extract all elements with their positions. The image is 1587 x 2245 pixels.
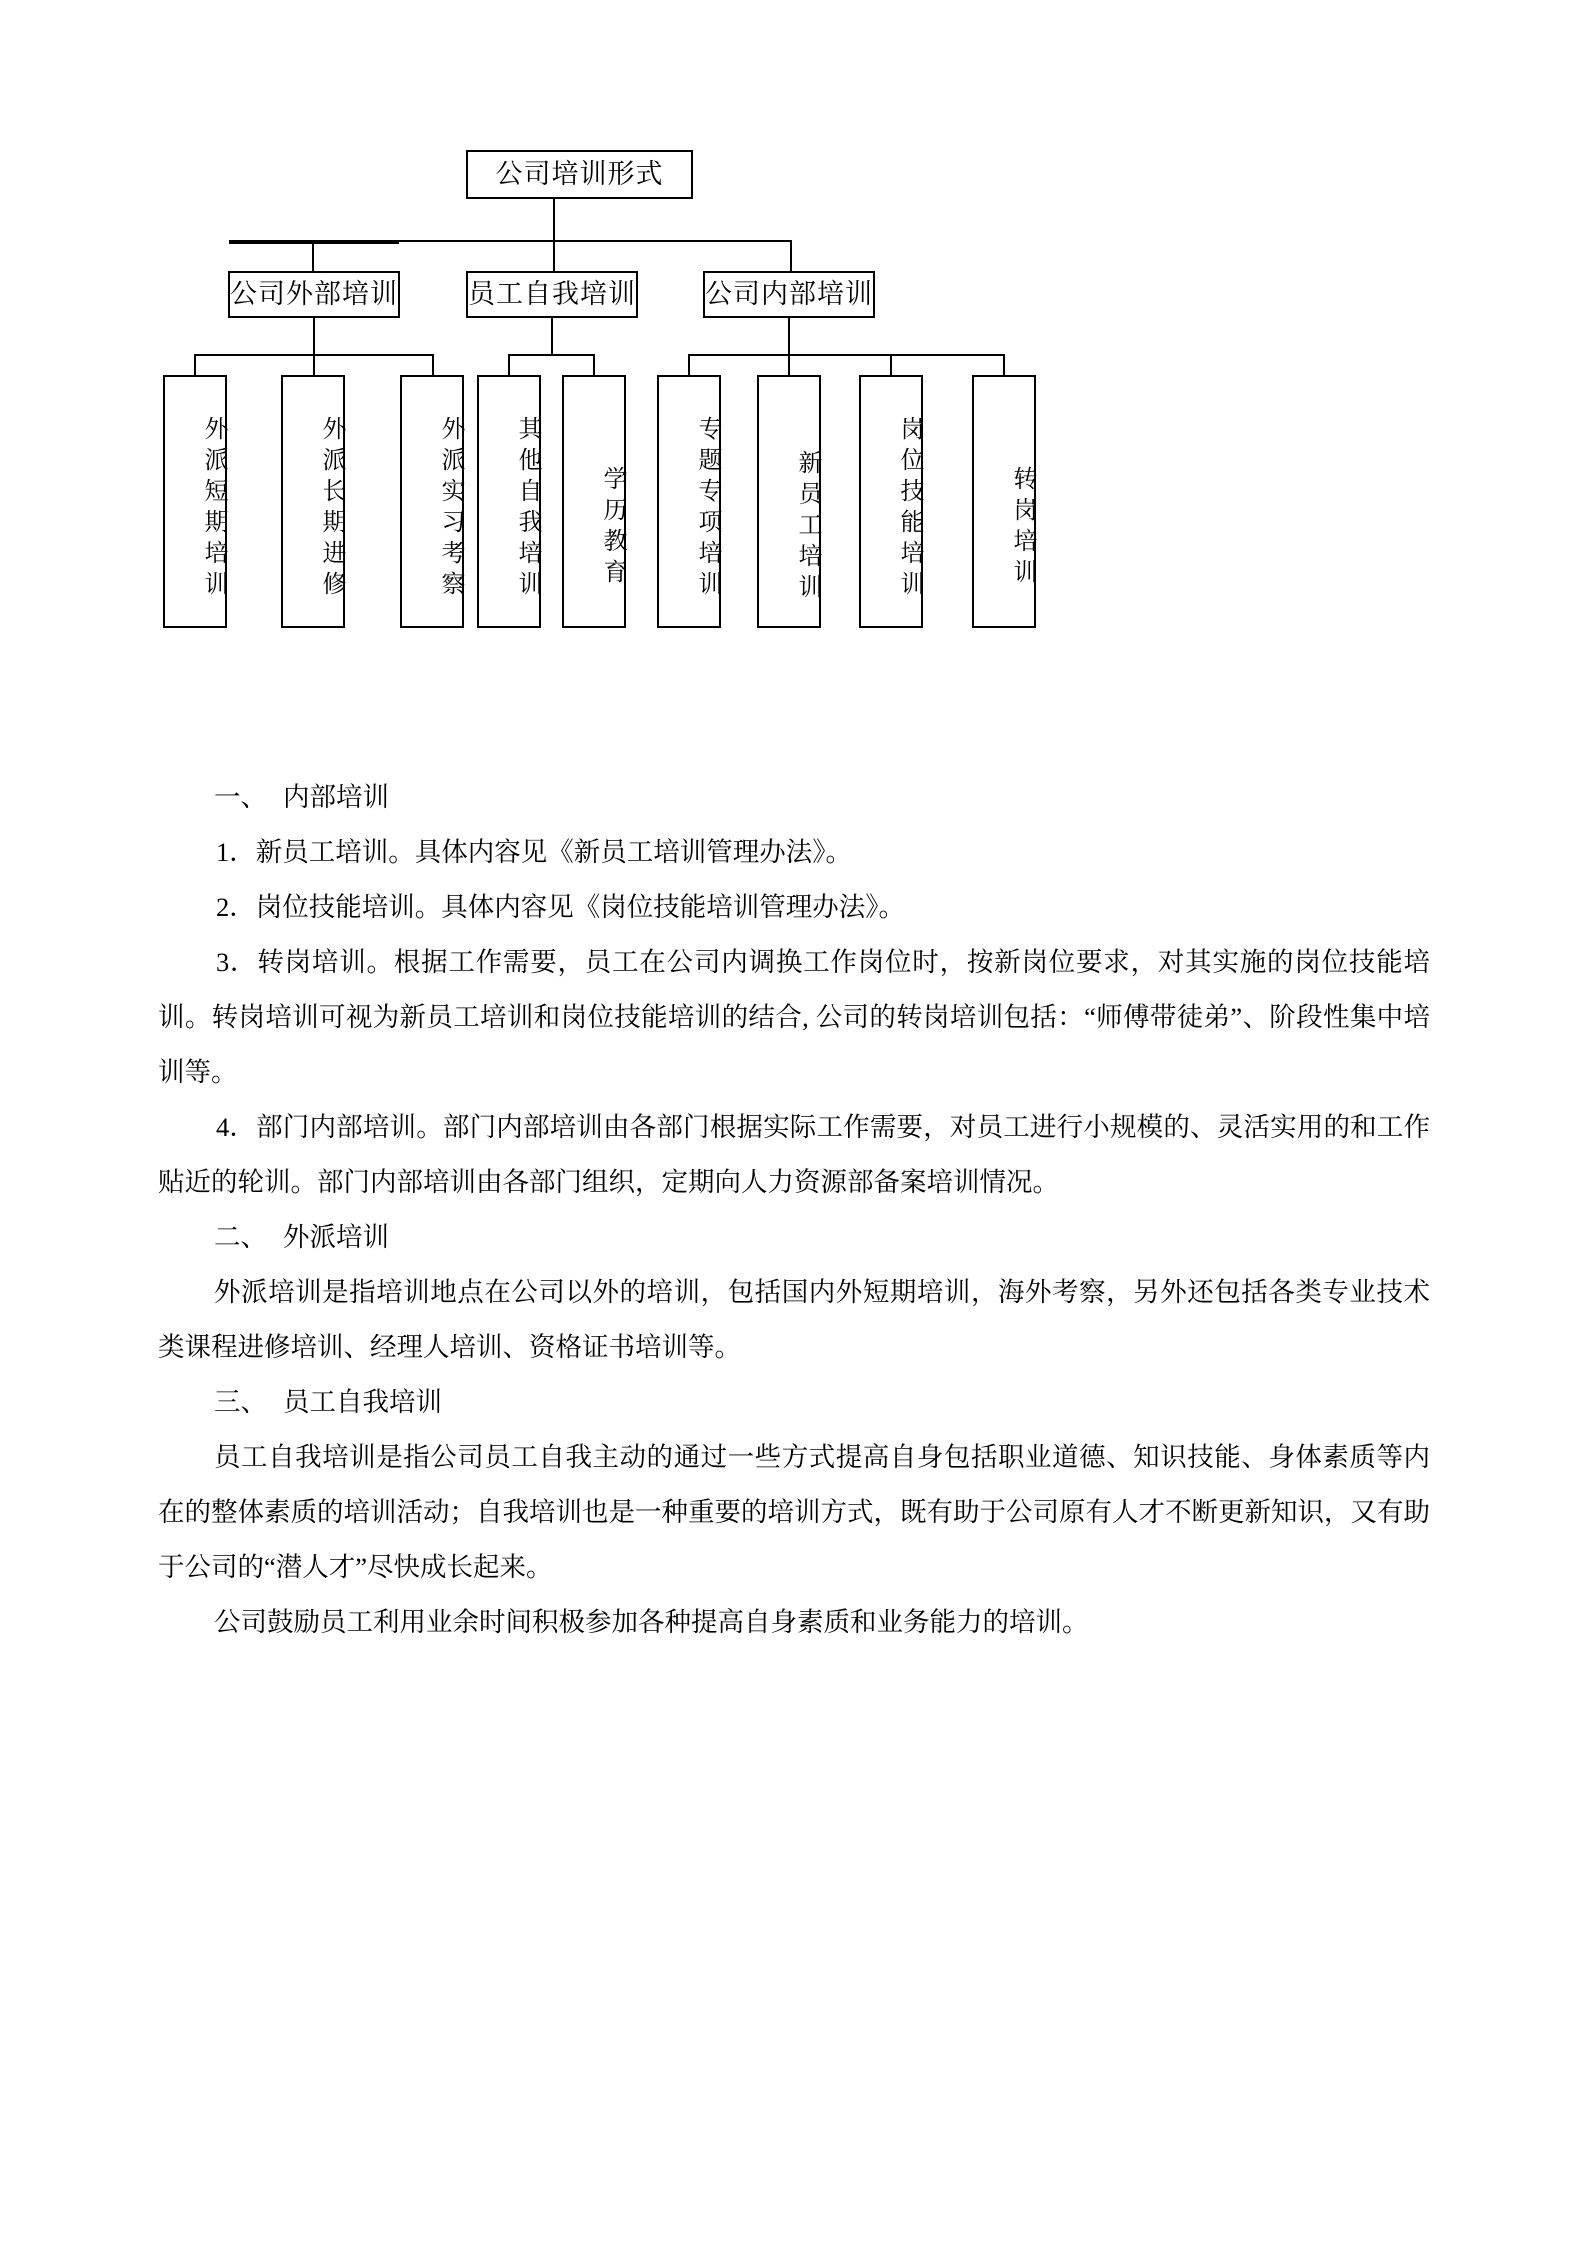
connector-g1-drop-3	[432, 354, 434, 375]
document-body	[158, 770, 1430, 1650]
connector-g3-drop-3	[890, 354, 892, 375]
section-1-heading	[158, 770, 1430, 825]
section-2-heading	[158, 1210, 1430, 1265]
diagram-leaf-2	[400, 375, 464, 628]
connector-g2-stem	[551, 318, 553, 356]
diagram-leaf-1-label: 外派长期进修	[318, 415, 344, 602]
connector-level2-drop-1	[312, 240, 314, 271]
section-3-paragraph-2: 公司鼓励员工利用业余时间积极参加各种提高自身素质和业务能力的培训。	[214, 1607, 1089, 1637]
connector-g1-drop-1	[194, 354, 196, 375]
training-forms-org-chart	[0, 130, 1587, 750]
diagram-leaf-2-label: 外派实习考察	[437, 415, 463, 602]
diagram-node-level2-1	[466, 271, 638, 318]
section-1-item-3: 3．转岗培训。根据工作需要，员工在公司内调换工作岗位时，按新岗位要求，对其实施的岗位技能培训。转岗培训可视为新员工培训和岗位技能培训的结合, 公司的转岗培训包括：“师傅带徒弟”、阶段性集中培训等。	[158, 947, 1430, 1087]
diagram-leaf-7-label: 岗位技能培训	[896, 415, 922, 602]
section-3-number: 三、	[214, 1387, 267, 1417]
section-2-title: 外派培训	[283, 1222, 389, 1252]
diagram-node-root	[466, 150, 693, 199]
connector-g1-stem	[313, 318, 315, 356]
diagram-leaf-5-label: 专题专项培训	[694, 415, 720, 602]
section-3-title: 员工自我培训	[283, 1387, 442, 1417]
section-1-item-2: 2．岗位技能培训。具体内容见《岗位技能培训管理办法》。	[216, 892, 905, 922]
diagram-node-level2-1-label: 员工自我培训	[468, 278, 636, 309]
diagram-node-external-training	[229, 240, 399, 244]
diagram-leaf-4-label: 学历教育	[599, 465, 625, 590]
connector-g3-drop-2	[788, 354, 790, 375]
connector-g2-drop-2	[593, 354, 595, 375]
section-1-item-4: 4．部门内部培训。部门内部培训由各部门根据实际工作需要，对员工进行小规模的、灵活实用的和工作贴近的轮训。部门内部培训由各部门组织，定期向人力资源部备案培训情况。	[158, 1112, 1430, 1197]
section-3-heading	[158, 1375, 1430, 1430]
diagram-leaf-4	[562, 375, 626, 628]
diagram-leaf-1	[281, 375, 345, 628]
connector-g3-stem	[788, 318, 790, 356]
diagram-leaf-5	[657, 375, 721, 628]
section-3-paragraph-1: 员工自我培训是指公司员工自我主动的通过一些方式提高自身包括职业道德、知识技能、身体素质等内在的整体素质的培训活动；自我培训也是一种重要的培训方式，既有助于公司原有人才不断更新知识，又有助于公司的“潜人才”尽快成长起来。	[158, 1442, 1430, 1582]
connector-level2-drop-2	[553, 240, 555, 271]
connector-g3-drop-1	[688, 354, 690, 375]
section-1-item-1: 1．新员工培训。具体内容见《新员工培训管理办法》。	[216, 837, 852, 867]
connector-g1-drop-2	[313, 354, 315, 375]
connector-root-stem	[553, 199, 555, 242]
section-2-paragraph: 外派培训是指培训地点在公司以外的培训，包括国内外短期培训，海外考察，另外还包括各类专业技术类课程进修培训、经理人培训、资格证书培训等。	[158, 1277, 1430, 1362]
diagram-node-level2-2-label: 公司内部培训	[705, 278, 873, 309]
diagram-leaf-8-label: 转岗培训	[1009, 465, 1035, 590]
diagram-node-level2-2	[703, 271, 875, 318]
section-2-number: 二、	[214, 1222, 267, 1252]
diagram-node-root-label: 公司培训形式	[495, 158, 664, 189]
connector-g2-drop-1	[508, 354, 510, 375]
connector-level2-drop-3	[790, 240, 792, 271]
diagram-leaf-6	[757, 375, 821, 628]
diagram-node-level2-0	[228, 271, 400, 318]
diagram-leaf-7	[859, 375, 923, 628]
diagram-leaf-0-label: 外派短期培训	[200, 415, 226, 602]
diagram-leaf-3-label: 其他自我培训	[514, 415, 540, 602]
connector-g2-bus	[508, 354, 595, 356]
diagram-node-level2-0-label: 公司外部培训	[230, 278, 398, 309]
diagram-leaf-0	[163, 375, 227, 628]
diagram-leaf-8	[972, 375, 1036, 628]
section-1-title: 内部培训	[283, 782, 389, 812]
connector-g3-bus	[688, 354, 1005, 356]
section-1-number: 一、	[214, 782, 267, 812]
diagram-leaf-3	[477, 375, 541, 628]
connector-g3-drop-4	[1003, 354, 1005, 375]
diagram-leaf-6-label: 新员工培训	[794, 450, 820, 605]
